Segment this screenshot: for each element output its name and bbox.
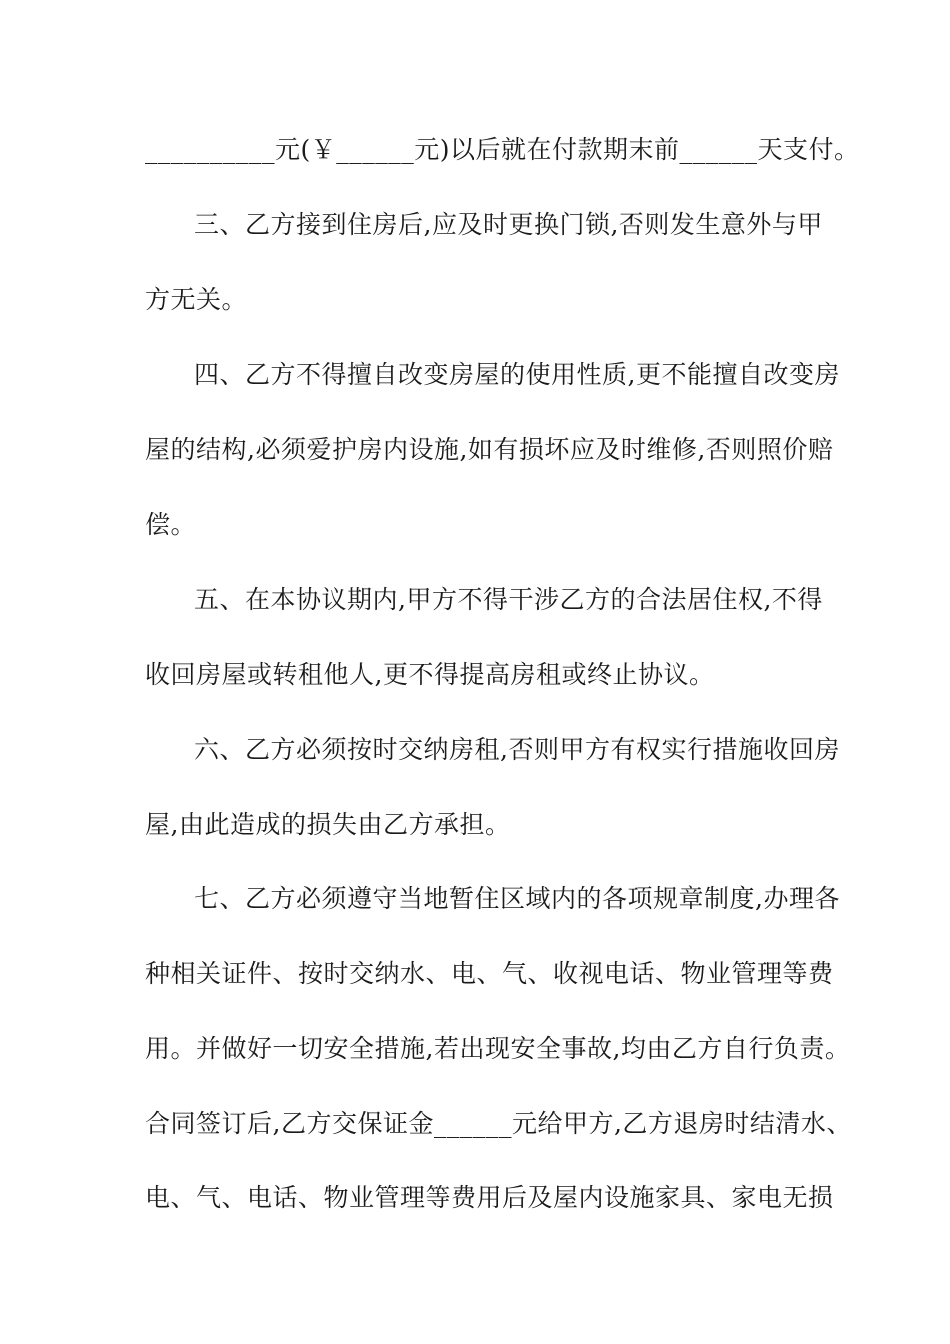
text-line-3: 方无关。 xyxy=(145,285,248,314)
text-line-14: 合同签订后,乙方交保证金______元给甲方,乙方退房时结清水、 xyxy=(145,1109,852,1138)
text-line-9: 六、乙方必须按时交纳房租,否则甲方有权实行措施收回房 xyxy=(194,735,840,764)
text-line-12: 种相关证件、按时交纳水、电、气、收视电话、物业管理等费 xyxy=(145,959,834,988)
text-line-11: 七、乙方必须遵守当地暂住区域内的各项规章制度,办理各 xyxy=(194,884,840,913)
text-line-2: 三、乙方接到住房后,应及时更换门锁,否则发生意外与甲 xyxy=(194,210,823,239)
text-line-7: 五、在本协议期内,甲方不得干涉乙方的合法居住权,不得 xyxy=(194,585,823,614)
text-line-5: 屋的结构,必须爱护房内设施,如有损坏应及时维修,否则照价赔 xyxy=(145,435,834,464)
text-line-15: 电、气、电话、物业管理等费用后及屋内设施家具、家电无损 xyxy=(145,1183,834,1212)
text-line-13: 用。并做好一切安全措施,若出现安全事故,均由乙方自行负责。 xyxy=(145,1034,851,1063)
text-line-8: 收回房屋或转租他人,更不得提高房租或终止协议。 xyxy=(145,660,715,689)
text-line-6: 偿。 xyxy=(145,510,197,539)
text-line-1: __________元(￥______元)以后就在付款期末前______天支付。 xyxy=(145,135,860,164)
text-line-10: 屋,由此造成的损失由乙方承担。 xyxy=(145,810,511,839)
text-line-4: 四、乙方不得擅自改变房屋的使用性质,更不能擅自改变房 xyxy=(194,360,840,389)
